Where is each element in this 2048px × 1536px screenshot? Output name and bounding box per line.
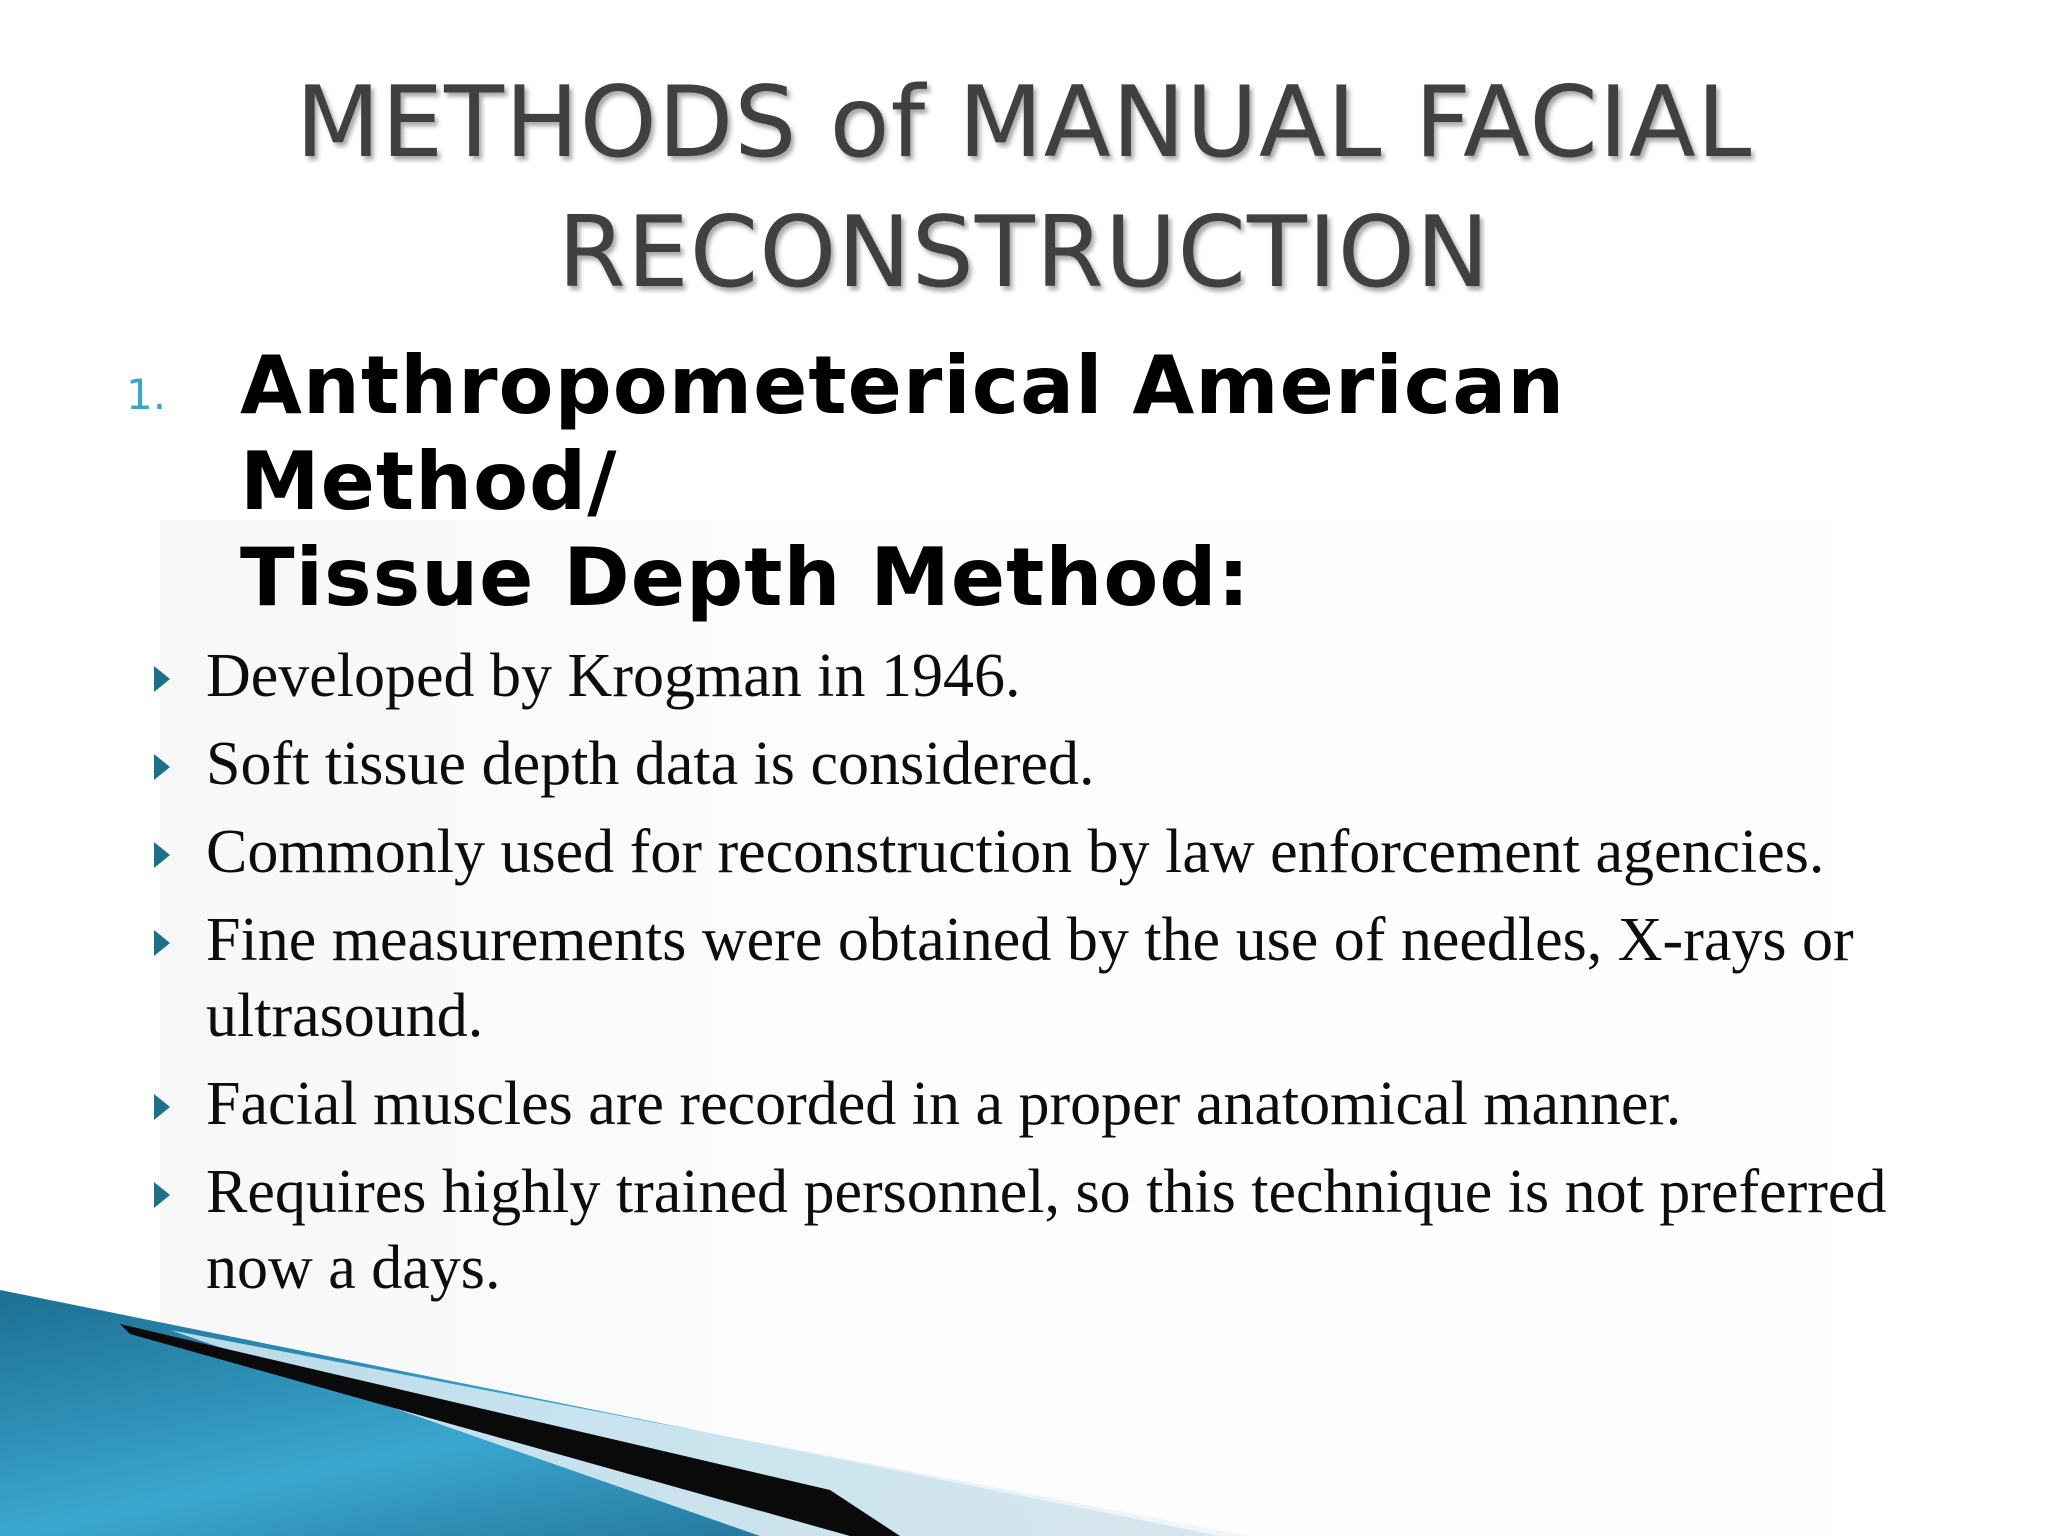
title-line-2: RECONSTRUCTION <box>557 196 1491 310</box>
bullet-list <box>146 638 1986 1318</box>
bullet-text: Facial muscles are recorded in a proper anatomical manner. <box>206 1070 1682 1138</box>
triangle-right-icon <box>154 1182 170 1208</box>
bullet-text: Fine measurements were obtained by the use of needles, X-rays or ultrasound. <box>206 906 1854 1050</box>
bullet-text: Commonly used for reconstruction by law enforcement agencies. <box>206 818 1825 886</box>
bullet-text: Requires highly trained personnel, so this technique is not preferred now a days. <box>206 1158 1887 1302</box>
triangle-right-icon <box>154 754 170 780</box>
title-line-1: METHODS of MANUAL FACIAL <box>295 66 1753 180</box>
bullet-item <box>146 1066 1986 1142</box>
triangle-right-icon <box>154 666 170 692</box>
bullet-item <box>146 902 1986 1054</box>
slide-title <box>0 58 2048 318</box>
bullet-text: Developed by Krogman in 1946. <box>206 642 1021 710</box>
heading-line-1: Anthropometerical American Method/ <box>240 339 1566 528</box>
bullet-item <box>146 1154 1986 1306</box>
triangle-right-icon <box>154 842 170 868</box>
heading-line-2: Tissue Depth Method: <box>240 531 1251 624</box>
triangle-right-icon <box>154 930 170 956</box>
bullet-item <box>146 814 1986 890</box>
triangle-right-icon <box>154 1094 170 1120</box>
heading-number: 1. <box>126 370 167 419</box>
heading-text <box>240 338 1906 626</box>
bullet-text: Soft tissue depth data is considered. <box>206 730 1095 798</box>
bullet-item <box>146 638 1986 714</box>
bullet-item <box>146 726 1986 802</box>
corner-swoosh-decoration <box>0 1290 2048 1536</box>
